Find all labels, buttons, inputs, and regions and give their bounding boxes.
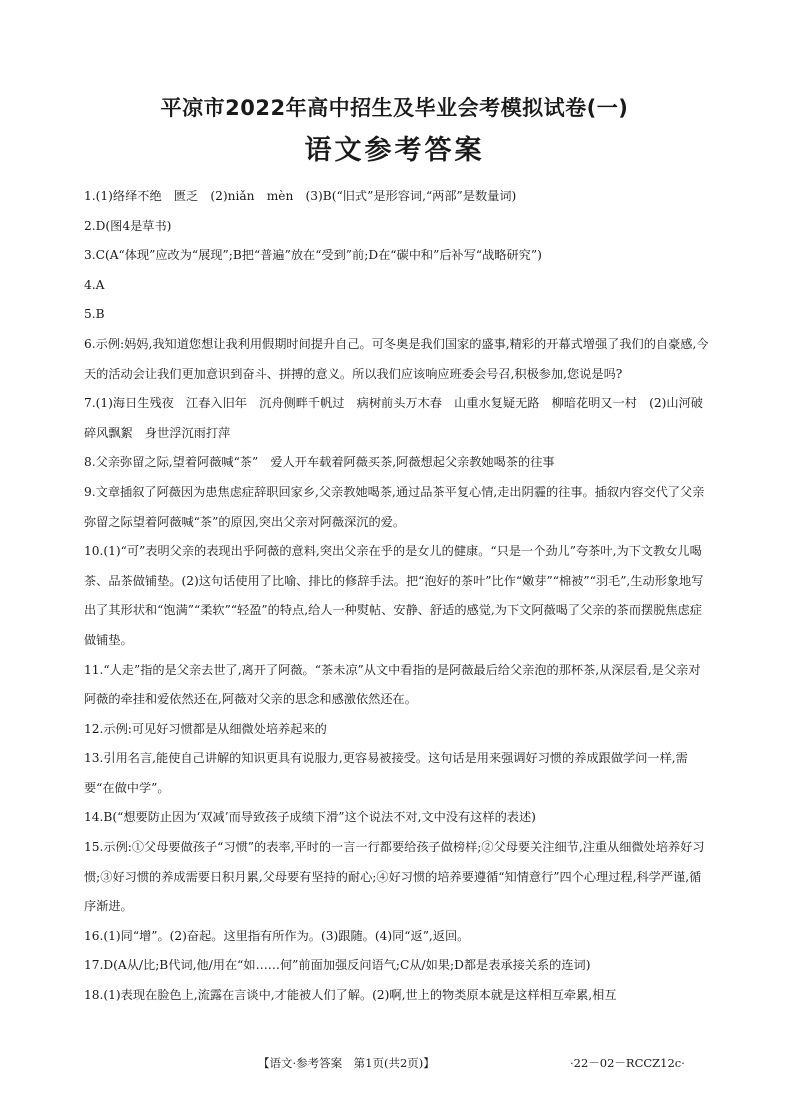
answer-item-11: 11.“人走”指的是父亲去世了,离开了阿薇。“茶未凉”从文中看指的是阿薇最后给父亲泡的那杯茶,从深层看,是父亲对阿薇的牵挂和爱依然还在,阿薇对父亲的思念和感激依然还在。 (84, 662, 701, 707)
answer-item-6: 6.示例:妈妈,我知道您想让我利用假期时间提升自己。可冬奥是我们国家的盛事,精彩的开幕式增强了我们的自豪感,今天的活动会让我们更加意识到奋斗、拼搏的意义。所以我们应该响应班委会号召,积极参加,您说是吗? (84, 336, 709, 381)
answer-key-title: 语文参考答案 (304, 135, 485, 166)
exam-title: 平凉市2022年高中招生及毕业会考模拟试卷(一) (160, 96, 629, 120)
answer-item-8: 8.父亲弥留之际,望着阿薇喊“茶” 爱人开车载着阿薇买茶,阿薇想起父亲教她喝茶的往事 (84, 455, 555, 470)
footer-doc-code: ·22－02－RCCZ12c· (570, 1056, 685, 1070)
answer-item-15: 15.示例:①父母要做孩子“习惯”的表率,平时的一言一行都要给孩子做榜样;②父母要关注细节,注重从细微处培养好习惯;③好习惯的养成需要日积月累,父母要有坚持的耐心;④好习惯的培养要遵循“知情意行”四个心理过程,科学严谨,循序渐进。 (84, 840, 705, 914)
answer-item-1: 1.(1)络绎不绝 匮乏 (2)niǎn mèn (3)B(“旧式”是形容词,“两部”是数量词) (84, 189, 517, 203)
answer-item-5: 5.B (84, 307, 105, 322)
answer-list (84, 182, 710, 1011)
answer-item-12: 12.示例:可见好习惯都是从细微处培养起来的 (84, 721, 327, 736)
answer-item-17: 17.D(A从/比;B代词,他/用在“如……何”前面加强反问语气;C从/如果;D都是表承接关系的连词) (84, 958, 591, 973)
answer-item-16: 16.(1)同“增”。(2)奋起。这里指有所作为。(3)跟随。(4)同“返”,返回。 (84, 928, 470, 943)
answer-item-10: 10.(1)“可”表明父亲的表现出乎阿薇的意料,突出父亲在乎的是女儿的健康。“只是一个劲儿”夸茶叶,为下文教女儿喝茶、品茶做铺垫。(2)这句话使用了比喻、排比的修辞手法。把“泡好的茶叶”比作“嫩芽”“棉被”“羽毛”,生动形象地写出了其形状和“饱满”“柔软”“轻盈”的特点,给人一种熨帖、安静、舒适的感觉,为下文阿薇喝了父亲的茶而摆脱焦虑症做铺垫。 (84, 544, 704, 647)
answer-item-9: 9.文章插叙了阿薇因为患焦虑症辞职回家乡,父亲教她喝茶,通过品茶平复心情,走出阴霾的往事。插叙内容交代了父亲弥留之际望着阿薇喊“茶”的原因,突出父亲对阿薇深沉的爱。 (84, 484, 705, 529)
footer-page-label: 【语文·参考答案 第1页(共2页)】 (258, 1056, 435, 1070)
answer-item-7: 7.(1)海日生残夜 江春入旧年 沉舟侧畔千帆过 病树前头万木春 山重水复疑无路 柳暗花明又一村 (2)山河破碎风飘絮 身世浮沉雨打萍 (84, 396, 703, 440)
answer-item-13: 13.引用名言,能使自己讲解的知识更具有说服力,更容易被接受。这句话是用来强调好习惯的养成跟做学问一样,需要“在做中学”。 (84, 751, 688, 795)
answer-item-2: 2.D(图4是草书) (84, 218, 172, 233)
answer-item-4: 4.A (84, 277, 105, 292)
answer-item-14: 14.B(“想要防止因为‘双减’而导致孩子成绩下滑”这个说法不对,文中没有这样的表述) (84, 810, 536, 825)
answer-item-3: 3.C(A“体现”应改为“展现”;B把“普遍”放在“受到”前;D在“碳中和”后补写“战略研究”) (84, 248, 542, 263)
answer-item-18: 18.(1)表现在脸色上,流露在言谈中,才能被人们了解。(2)啊,世上的物类原本就是这样相互牵累,相互 (84, 988, 617, 1003)
